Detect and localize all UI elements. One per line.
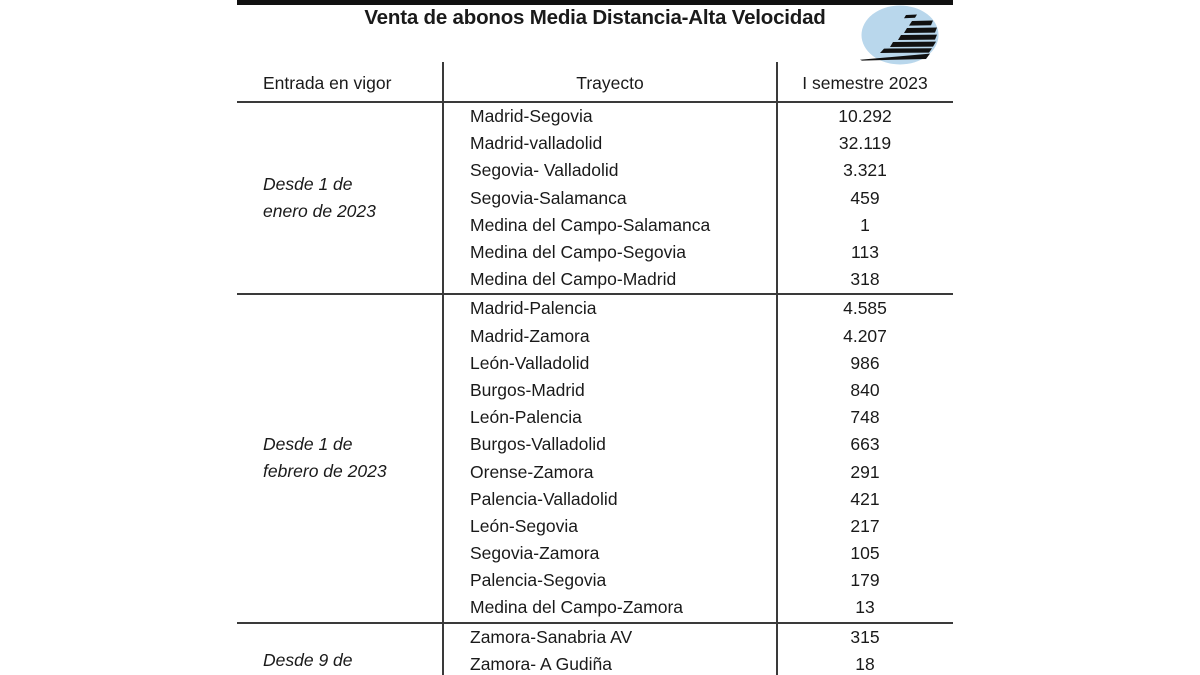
route-cell: Segovia-Zamora [470, 543, 600, 564]
value-cell: 217 [850, 515, 880, 536]
table-row [443, 431, 953, 458]
table-row [443, 377, 953, 404]
value-cell: 291 [850, 461, 880, 482]
table-row [443, 212, 953, 239]
group-rows [443, 295, 953, 621]
rate-group [237, 293, 953, 621]
value-cell: 179 [850, 570, 880, 591]
route-cell: León-Palencia [470, 407, 582, 428]
value-cell: 663 [850, 434, 880, 455]
table-body [237, 103, 953, 675]
table-row [443, 404, 953, 431]
value-cell: 10.292 [838, 106, 892, 127]
table-row [443, 594, 953, 621]
route-cell: Madrid-valladolid [470, 133, 603, 154]
table-row [443, 350, 953, 377]
value-cell: 4.585 [843, 298, 887, 319]
route-cell: Zamora-Sanabria AV [470, 626, 633, 647]
rate-group [237, 622, 953, 675]
table-row [443, 323, 953, 350]
value-cell: 32.119 [838, 133, 892, 154]
table-row [443, 513, 953, 540]
route-cell: Orense-Zamora [470, 461, 594, 482]
table-row [443, 266, 953, 293]
rate-group [237, 103, 953, 293]
route-cell: Madrid-Zamora [470, 325, 590, 346]
group-label-line: Desde 1 de [263, 173, 353, 194]
table-row [443, 103, 953, 130]
value-cell: 4.207 [843, 325, 887, 346]
column-header-trayecto: Trayecto [576, 73, 644, 93]
value-cell: 459 [850, 187, 880, 208]
route-cell: Segovia- Valladolid [470, 160, 619, 181]
route-cell: Madrid-Palencia [470, 298, 597, 319]
value-cell: 1 [860, 214, 870, 235]
value-cell: 421 [850, 488, 880, 509]
group-label-entrada-en-vigor [237, 295, 443, 621]
table-row [443, 185, 953, 212]
route-cell: Medina del Campo-Salamanca [470, 214, 711, 235]
group-label-entrada-en-vigor [237, 624, 443, 675]
route-cell: Madrid-Segovia [470, 106, 593, 127]
value-cell: 105 [850, 543, 880, 564]
group-label-line: enero de 2023 [263, 201, 376, 222]
route-cell: Medina del Campo-Madrid [470, 269, 677, 290]
table-row [443, 486, 953, 513]
chart-title: Venta de abonos Media Distancia-Alta Velocidad [364, 6, 826, 29]
value-cell: 18 [855, 653, 875, 674]
group-label-line: Desde 9 de [263, 649, 353, 670]
column-divider-right [776, 62, 778, 675]
column-divider-left [442, 62, 444, 675]
route-cell: Burgos-Valladolid [470, 434, 606, 455]
table-row [443, 567, 953, 594]
route-cell: León-Segovia [470, 515, 578, 536]
value-cell: 840 [850, 379, 880, 400]
top-rule [237, 0, 953, 5]
column-header-entrada-en-vigor: Entrada en vigor [263, 73, 392, 93]
group-label-entrada-en-vigor [237, 103, 443, 293]
value-cell: 113 [851, 242, 879, 263]
table-row [443, 624, 953, 651]
value-cell: 318 [850, 269, 880, 290]
value-cell: 986 [850, 352, 880, 373]
route-cell: Medina del Campo-Zamora [470, 597, 684, 618]
route-cell: Segovia-Salamanca [470, 187, 627, 208]
table-row [443, 458, 953, 485]
route-cell: Burgos-Madrid [470, 379, 585, 400]
value-cell: 13 [855, 597, 875, 618]
group-rows [443, 103, 953, 293]
column-header-semestre: I semestre 2023 [802, 73, 928, 93]
newspaper-logo-icon [860, 4, 940, 66]
group-label-line: febrero de 2023 [263, 461, 387, 482]
route-cell: León-Valladolid [470, 352, 590, 373]
table-row [443, 157, 953, 184]
group-label-line: Desde 1 de [263, 434, 353, 455]
table-row [443, 540, 953, 567]
table-header-row [237, 62, 953, 103]
value-cell: 748 [850, 407, 880, 428]
table-row [443, 295, 953, 322]
value-cell: 315 [850, 626, 880, 647]
table-row [443, 130, 953, 157]
table-row [443, 239, 953, 266]
route-cell: Palencia-Segovia [470, 570, 607, 591]
route-cell: Zamora- A Gudiña [470, 653, 613, 674]
value-cell: 3.321 [843, 160, 887, 181]
route-cell: Palencia-Valladolid [470, 488, 618, 509]
group-rows [443, 624, 953, 675]
table-row [443, 651, 953, 675]
route-cell: Medina del Campo-Segovia [470, 242, 686, 263]
